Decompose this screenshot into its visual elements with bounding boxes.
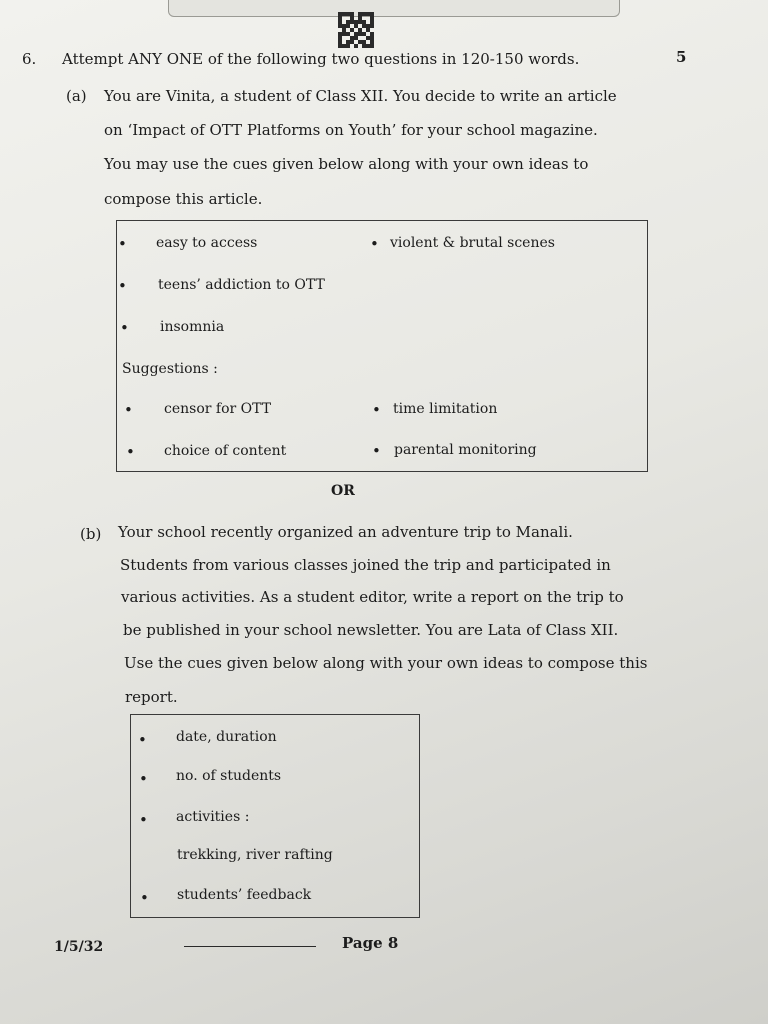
suggestion-4: parental monitoring	[394, 442, 537, 458]
or-separator: OR	[331, 483, 355, 499]
part-b-line-4: be published in your school newsletter. You are Lata of Class XII.	[123, 621, 619, 639]
part-a-line-2: on ‘Impact of OTT Platforms on Youth’ for your school magazine.	[104, 121, 598, 139]
bullet-icon: •	[140, 889, 149, 907]
part-b-cue-2: no. of students	[176, 768, 282, 784]
bullet-icon: •	[124, 401, 133, 419]
paper-code: 1/5/32	[54, 939, 104, 955]
part-a-cue-1: easy to access	[156, 235, 258, 251]
bullet-icon: •	[120, 319, 129, 337]
bullet-icon: •	[118, 235, 127, 253]
part-a-cue-3: teens’ addiction to OTT	[158, 277, 325, 293]
page-top-edge	[168, 0, 620, 17]
part-b-line-2: Students from various classes joined the trip and participated in	[120, 556, 611, 574]
part-a-line-4: compose this article.	[104, 190, 263, 208]
part-b-label: (b)	[80, 525, 102, 543]
footer-divider	[184, 946, 316, 947]
bullet-icon: •	[372, 401, 381, 419]
part-b-line-5: Use the cues given below along with your own ideas to compose this	[124, 654, 648, 672]
bullet-icon: •	[139, 811, 148, 829]
part-b-cue-3: activities :	[176, 809, 250, 825]
suggestion-3: choice of content	[164, 443, 287, 459]
bullet-icon: •	[118, 277, 127, 295]
bullet-icon: •	[126, 443, 135, 461]
qr-code-icon	[338, 12, 374, 48]
part-b-cue-1: date, duration	[176, 729, 277, 745]
part-b-line-6: report.	[125, 688, 178, 706]
bullet-icon: •	[138, 731, 147, 749]
part-a-cue-2: violent & brutal scenes	[390, 235, 555, 251]
page-number: Page 8	[342, 934, 399, 952]
part-a-cue-box	[116, 220, 648, 472]
bullet-icon: •	[372, 442, 381, 460]
bullet-icon: •	[370, 235, 379, 253]
suggestion-1: censor for OTT	[164, 401, 272, 417]
question-number: 6.	[22, 50, 37, 68]
part-a-cue-4: insomnia	[160, 319, 225, 335]
part-a-line-3: You may use the cues given below along with your own ideas to	[104, 155, 589, 173]
question-marks: 5	[676, 48, 687, 66]
part-a-label: (a)	[66, 87, 87, 105]
part-b-cue-4: students’ feedback	[177, 887, 312, 903]
bullet-icon: •	[139, 770, 148, 788]
part-b-line-1: Your school recently organized an adventure trip to Manali.	[118, 523, 573, 541]
suggestion-2: time limitation	[393, 401, 498, 417]
question-instruction: Attempt ANY ONE of the following two questions in 120-150 words.	[62, 50, 580, 68]
suggestions-heading: Suggestions :	[122, 361, 218, 377]
part-b-line-3: various activities. As a student editor, write a report on the trip to	[121, 588, 624, 606]
part-b-cue-3-detail: trekking, river rafting	[177, 847, 333, 863]
part-a-line-1: You are Vinita, a student of Class XII. You decide to write an article	[104, 87, 617, 105]
